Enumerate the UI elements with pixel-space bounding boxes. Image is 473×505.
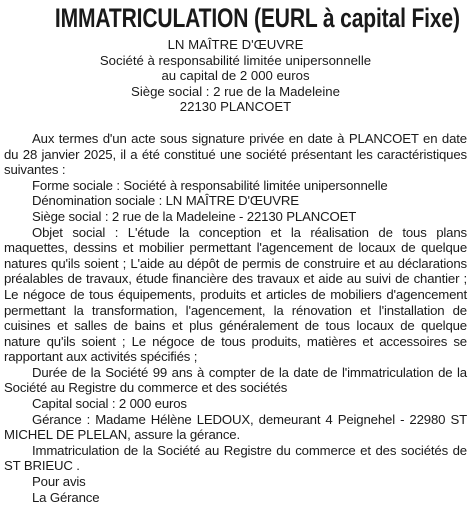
notice-title: IMMATRICULATION (EURL à capital Fixe)	[54, 3, 460, 33]
object-paragraph: Objet social : L'étude la conception et la réalisation de tous plans maquettes, dessins et mobilier permettant l'agencement de locaux de quelque natures qu'ils soient ; L'aide au dépôt de permis de construire et au déclarations préalables de travaux, étude financière des travaux et aide au suivi de chantier ; Le négoce de tous équipements, produits et articles de mobiliers d'agencement permettant la transformation, l'agencement, la rénovation et l'installation de cuisines et salles de bains et plus généralement de tous locaux de quelque nature qu'ils soient ; Le négoce de tous produits, matières et accessoires se rapportant aux activités spécifiés ;	[4, 224, 467, 365]
company-form: Société à responsabilité limitée unipersonnelle	[99, 52, 372, 68]
company-name: LN MAÎTRE D'ŒUVRE	[167, 37, 304, 52]
company-header	[4, 37, 467, 115]
management-paragraph: Gérance : Madame Hélène LEDOUX, demeurant 4 Peignehel - 22980 ST MICHEL DE PLELAN, assure la gérance.	[4, 411, 467, 443]
notice-line: Pour avis	[32, 474, 86, 490]
notice-body	[4, 131, 467, 505]
company-seat: Siège social : 2 rue de la Madeleine	[131, 83, 340, 99]
signature-line: La Gérance	[32, 489, 100, 505]
capital-line: Capital social : 2 000 euros	[32, 396, 187, 412]
denomination-line: Dénomination sociale : LN MAÎTRE D'ŒUVRE	[32, 193, 299, 209]
company-capital: au capital de 2 000 euros	[161, 68, 310, 84]
registration-paragraph: Immatriculation de la Société au Registre du commerce et des sociétés de ST BRIEUC .	[4, 442, 467, 474]
intro-paragraph: Aux termes d'un acte sous signature privée en date à PLANCOET en date du 28 janvier 2025, il a été constitué une société présentant les caractéristiques suivantes :	[4, 130, 467, 178]
company-city: 22130 PLANCOET	[179, 99, 292, 115]
legal-form-line: Forme sociale : Société à responsabilité limitée unipersonnelle	[32, 177, 388, 193]
seat-line: Siège social : 2 rue de la Madeleine - 22130 PLANCOET	[32, 208, 357, 224]
duration-paragraph: Durée de la Société 99 ans à compter de la date de l'immatriculation de la Société au Registre du commerce et des sociétés	[4, 364, 467, 396]
